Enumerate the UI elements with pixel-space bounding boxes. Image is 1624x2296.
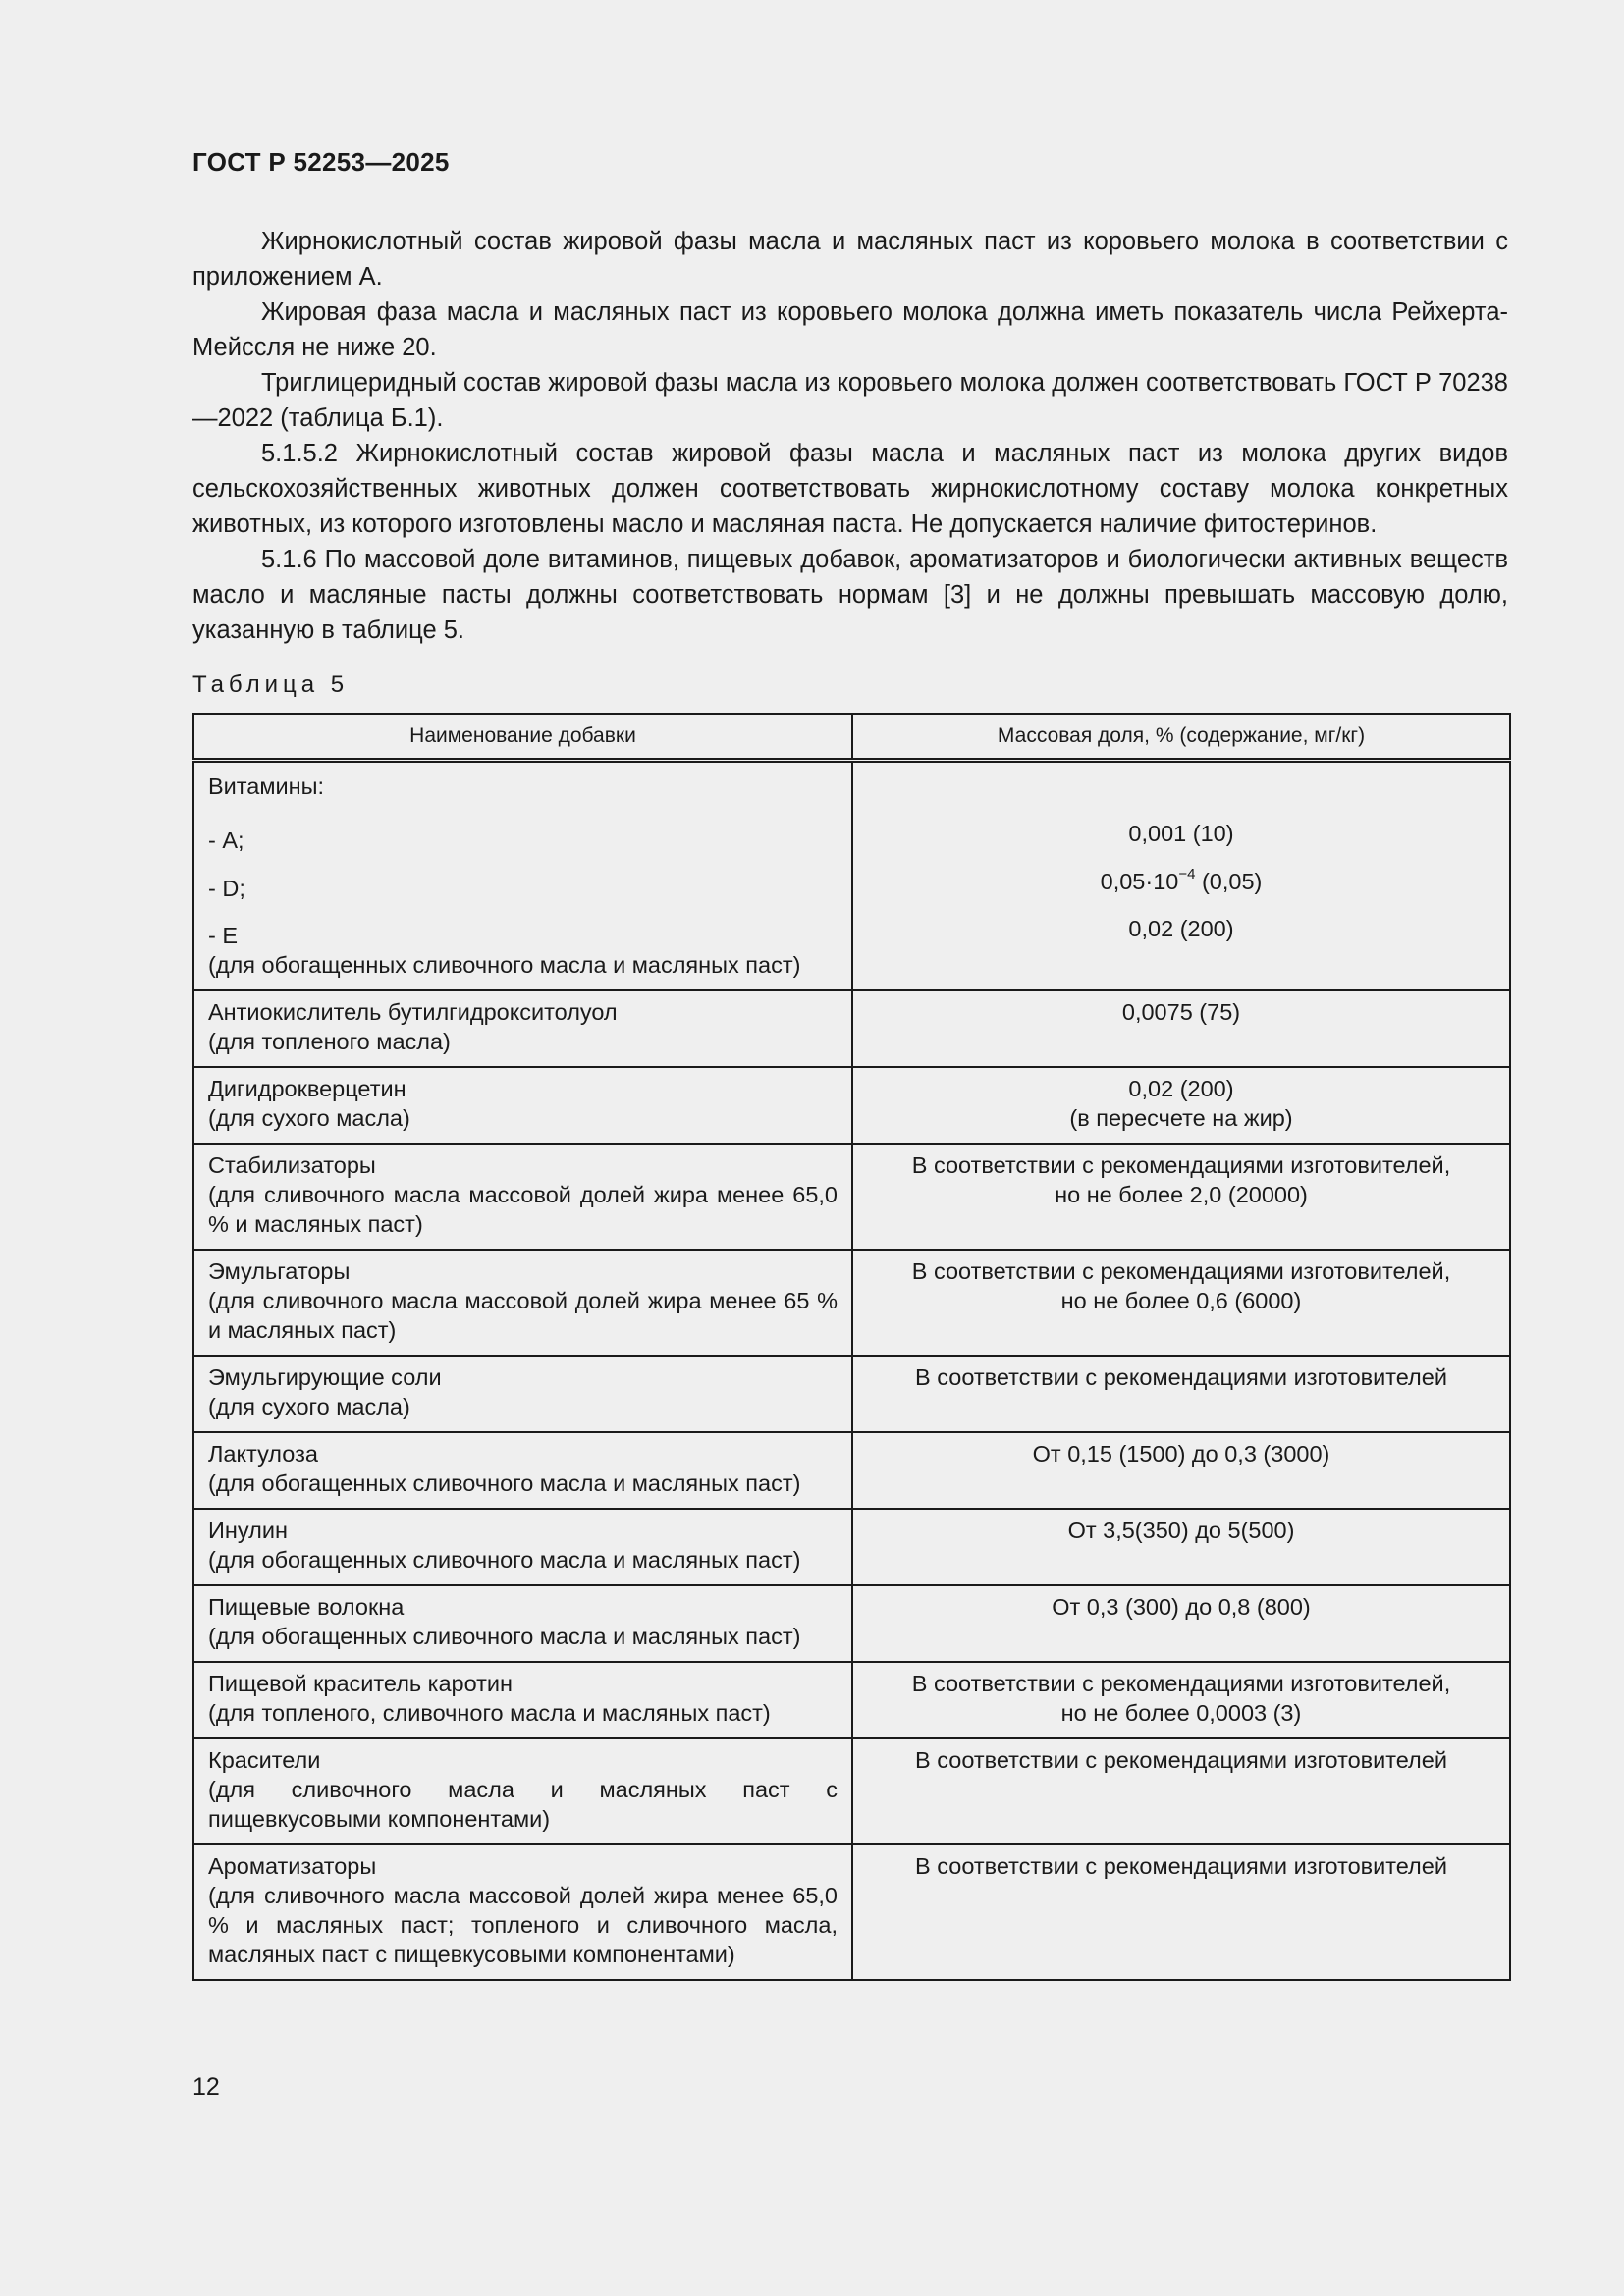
additive-name-cell bbox=[193, 990, 852, 1067]
additive-note: (для сливочного масла массовой долей жира менее 65,0 % и масляных паст) bbox=[208, 1182, 838, 1237]
mass-fraction-value: но не более 0,6 (6000) bbox=[1060, 1288, 1302, 1313]
vitamin-d-label: - D; bbox=[208, 876, 245, 901]
mass-fraction-cell bbox=[852, 1662, 1510, 1738]
table-row bbox=[193, 1662, 1510, 1738]
mass-fraction-cell bbox=[852, 1585, 1510, 1662]
vitamin-e-label: - Е bbox=[208, 923, 239, 948]
mass-fraction-cell bbox=[852, 1738, 1510, 1844]
table-row bbox=[193, 1509, 1510, 1585]
mass-fraction-value: 0,0075 (75) bbox=[1121, 999, 1241, 1025]
additive-name: Ароматизаторы bbox=[208, 1853, 377, 1879]
additive-name: Стабилизаторы bbox=[208, 1152, 376, 1178]
vitamins-title: Витамины: bbox=[208, 774, 325, 799]
document-header: ГОСТ Р 52253—2025 bbox=[192, 147, 450, 177]
paragraph: Жировая фаза масла и масляных паст из коровьего молока должна иметь показатель числа Рейхерта-Мейссля не ниже 20. bbox=[192, 298, 1508, 361]
mass-fraction-value: От 3,5(350) до 5(500) bbox=[1067, 1518, 1295, 1543]
vitamins-value-cell bbox=[852, 761, 1510, 991]
table-row bbox=[193, 1738, 1510, 1844]
mass-fraction-value: В соответствии с рекомендациями изготовителей, bbox=[911, 1152, 1451, 1178]
paragraph: Триглицеридный состав жировой фазы масла из коровьего молока должен соответствовать ГОСТ Р 70238—2022 (таблица Б.1). bbox=[192, 369, 1508, 432]
mass-fraction-value: (в пересчете на жир) bbox=[1069, 1105, 1293, 1131]
vitamin-d-value: $0,05\cdot 10^{-4}$ (0,05) bbox=[1100, 866, 1263, 894]
mass-fraction-cell bbox=[852, 1144, 1510, 1250]
table-row bbox=[193, 1250, 1510, 1356]
vitamin-a-label: - А; bbox=[208, 828, 244, 853]
mass-fraction-value: В соответствии с рекомендациями изготовителей, bbox=[911, 1671, 1451, 1696]
additive-name-cell bbox=[193, 1585, 852, 1662]
mass-fraction-cell bbox=[852, 990, 1510, 1067]
mass-fraction-value: В соответствии с рекомендациями изготовителей, bbox=[911, 1258, 1451, 1284]
additive-name: Красители bbox=[208, 1747, 321, 1773]
vitamin-e-value: 0,02 (200) bbox=[1128, 916, 1234, 941]
mass-fraction-cell bbox=[852, 1250, 1510, 1356]
vitamin-a-value: 0,001 (10) bbox=[1128, 821, 1234, 846]
additives-table bbox=[192, 713, 1511, 1981]
column-header-name: Наименование добавки bbox=[193, 714, 852, 761]
table-row bbox=[193, 1356, 1510, 1432]
vitamins-note: (для обогащенных сливочного масла и масляных паст) bbox=[208, 952, 801, 978]
additive-name: Эмульгаторы bbox=[208, 1258, 351, 1284]
mass-fraction-cell bbox=[852, 1432, 1510, 1509]
additive-note: (для сливочного масла массовой долей жира менее 65 % и масляных паст) bbox=[208, 1288, 838, 1343]
table-row-vitamins bbox=[193, 761, 1510, 991]
additive-note: (для обогащенных сливочного масла и масляных паст) bbox=[208, 1470, 801, 1496]
additive-name: Лактулоза bbox=[208, 1441, 318, 1467]
additive-name: Эмульгирующие соли bbox=[208, 1364, 442, 1390]
table-row bbox=[193, 990, 1510, 1067]
table-row bbox=[193, 1585, 1510, 1662]
page-number: 12 bbox=[192, 2073, 220, 2101]
additive-note: (для обогащенных сливочного масла и масляных паст) bbox=[208, 1624, 801, 1649]
additive-note: (для обогащенных сливочного масла и масляных паст) bbox=[208, 1547, 801, 1573]
mass-fraction-value: В соответствии с рекомендациями изготовителей bbox=[915, 1853, 1447, 1879]
additive-name-cell bbox=[193, 1250, 852, 1356]
additive-name-cell bbox=[193, 1509, 852, 1585]
additive-name: Пищевой краситель каротин bbox=[208, 1671, 514, 1696]
mass-fraction-cell bbox=[852, 1509, 1510, 1585]
mass-fraction-value: От 0,3 (300) до 0,8 (800) bbox=[1052, 1594, 1311, 1620]
additive-note: (для сухого масла) bbox=[208, 1105, 410, 1131]
paragraph: 5.1.5.2 Жирнокислотный состав жировой фазы масла и масляных паст из молока других видов сельскохозяйственных животных должен соответствовать жирнокислотному составу молока конкретных животных, из которого изготовлены масло и масляная паста. Не допускается наличие фитостеринов. bbox=[192, 440, 1508, 538]
mass-fraction-cell bbox=[852, 1067, 1510, 1144]
paragraph: Жирнокислотный состав жировой фазы масла и масляных паст из коровьего молока в соответствии с приложением А. bbox=[192, 228, 1508, 291]
additive-name: Антиокислитель бутилгидрокситолуол bbox=[208, 999, 618, 1025]
body-text bbox=[192, 224, 1508, 648]
mass-fraction-value: В соответствии с рекомендациями изготовителей bbox=[915, 1747, 1447, 1773]
mass-fraction-value: но не более 0,0003 (3) bbox=[1060, 1700, 1302, 1726]
additive-name-cell bbox=[193, 1356, 852, 1432]
paragraph: 5.1.6 По массовой доле витаминов, пищевых добавок, ароматизаторов и биологически активных веществ масло и масляные пасты должны соответствовать нормам [3] и не должны превышать массовую долю, указанную в таблице 5. bbox=[192, 546, 1508, 644]
table-row bbox=[193, 1067, 1510, 1144]
additive-name-cell bbox=[193, 1144, 852, 1250]
table-row bbox=[193, 1844, 1510, 1980]
table-row bbox=[193, 1144, 1510, 1250]
mass-fraction-value: От 0,15 (1500) до 0,3 (3000) bbox=[1032, 1441, 1330, 1467]
additive-note: (для сухого масла) bbox=[208, 1394, 410, 1419]
additive-note: (для сливочного масла и масляных паст с пищевкусовыми компонентами) bbox=[208, 1777, 838, 1832]
additive-name-cell bbox=[193, 1067, 852, 1144]
additive-name-cell bbox=[193, 1738, 852, 1844]
additive-name-cell bbox=[193, 1844, 852, 1980]
additive-name-cell bbox=[193, 1432, 852, 1509]
vitamins-name-cell bbox=[193, 761, 852, 991]
mass-fraction-cell bbox=[852, 1356, 1510, 1432]
additive-name: Дигидрокверцетин bbox=[208, 1076, 406, 1101]
additive-name-cell bbox=[193, 1662, 852, 1738]
mass-fraction-value: 0,02 (200) bbox=[1128, 1076, 1234, 1101]
table-caption: Таблица 5 bbox=[192, 671, 350, 698]
additive-note: (для сливочного масла массовой долей жира менее 65,0 % и масляных паст; топленого и сливочного масла, масляных паст с пищевкусовыми компонентами) bbox=[208, 1883, 838, 1967]
additive-note: (для топленого масла) bbox=[208, 1029, 451, 1054]
column-header-value: Массовая доля, % (содержание, мг/кг) bbox=[852, 714, 1510, 761]
additive-name: Пищевые волокна bbox=[208, 1594, 405, 1620]
table-row bbox=[193, 1432, 1510, 1509]
table-header-row bbox=[193, 714, 1510, 761]
mass-fraction-value: В соответствии с рекомендациями изготовителей bbox=[915, 1364, 1447, 1390]
additive-name: Инулин bbox=[208, 1518, 288, 1543]
mass-fraction-value: но не более 2,0 (20000) bbox=[1055, 1182, 1308, 1207]
mass-fraction-cell bbox=[852, 1844, 1510, 1980]
additive-note: (для топленого, сливочного масла и масляных паст) bbox=[208, 1700, 771, 1726]
